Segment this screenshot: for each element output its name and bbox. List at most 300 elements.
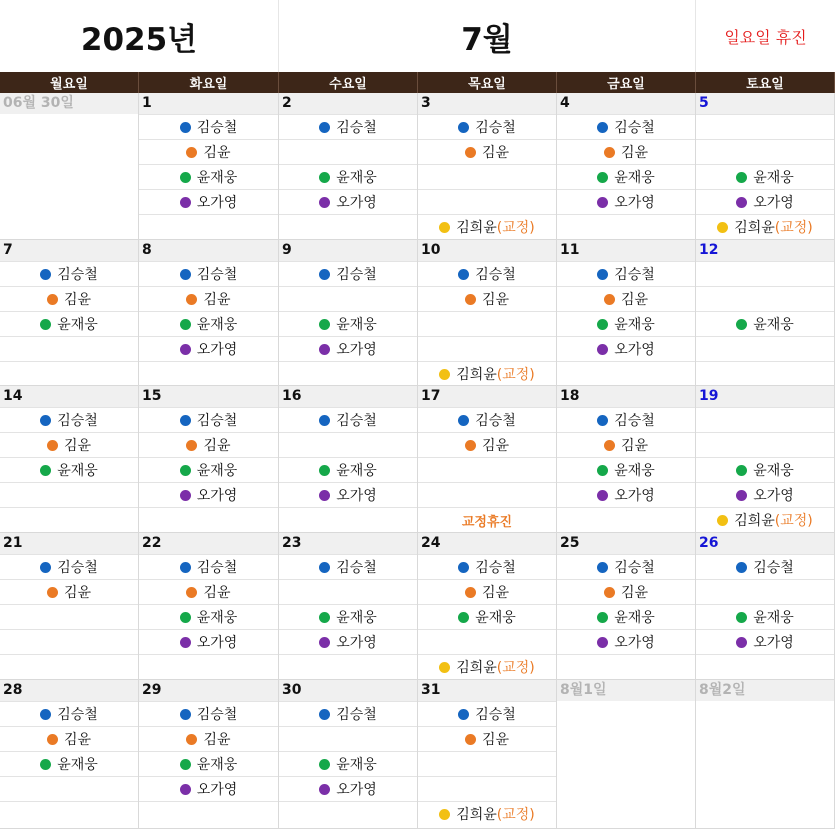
schedule-slot bbox=[696, 726, 834, 751]
schedule-slot bbox=[279, 361, 417, 386]
schedule-slot bbox=[139, 164, 278, 189]
staff-name: 윤재웅 bbox=[753, 463, 794, 479]
staff-color-dot bbox=[465, 734, 476, 745]
day-cell[interactable] bbox=[418, 240, 557, 386]
schedule-slot bbox=[557, 164, 695, 189]
day-cell[interactable] bbox=[557, 533, 696, 680]
staff-name: 김윤 bbox=[481, 292, 510, 308]
schedule-slot bbox=[139, 214, 278, 239]
schedule-slot bbox=[418, 261, 556, 286]
staff-name: 윤재웅 bbox=[57, 317, 98, 333]
schedule-slot bbox=[0, 554, 138, 579]
schedule-slot bbox=[557, 604, 695, 629]
staff-name: 김승철 bbox=[57, 267, 98, 283]
staff-color-dot bbox=[186, 440, 197, 451]
schedule-slot bbox=[696, 114, 834, 139]
schedule-slot bbox=[418, 801, 556, 826]
staff-color-dot bbox=[465, 294, 476, 305]
schedule-slot bbox=[139, 336, 278, 361]
schedule-slot bbox=[557, 579, 695, 604]
schedule-slot bbox=[279, 114, 417, 139]
staff-color-dot bbox=[439, 809, 450, 820]
orthodontic-tag: (교정) bbox=[496, 807, 535, 823]
day-number: 23 bbox=[279, 533, 417, 554]
staff-name: 오가영 bbox=[753, 488, 794, 504]
day-cell[interactable] bbox=[139, 240, 279, 386]
schedule-slot bbox=[0, 507, 138, 532]
staff-name: 김윤 bbox=[481, 145, 510, 161]
day-number: 8 bbox=[139, 240, 278, 261]
staff-name: 김승철 bbox=[196, 120, 238, 136]
staff-name: 김승철 bbox=[614, 413, 655, 429]
schedule-slot bbox=[418, 604, 556, 629]
schedule-slot bbox=[279, 654, 417, 679]
schedule-slot bbox=[418, 457, 556, 482]
day-cell[interactable] bbox=[418, 680, 557, 829]
staff-name: 김승철 bbox=[475, 413, 516, 429]
day-number: 16 bbox=[279, 386, 417, 407]
day-cell[interactable] bbox=[696, 93, 835, 240]
schedule-slot bbox=[418, 432, 556, 457]
staff-name: 윤재웅 bbox=[196, 463, 238, 479]
schedule-slot bbox=[0, 604, 138, 629]
schedule-slot bbox=[418, 482, 556, 507]
staff-color-dot bbox=[597, 122, 608, 133]
schedule-slot bbox=[696, 407, 834, 432]
staff-color-dot bbox=[47, 294, 58, 305]
schedule-slot bbox=[279, 336, 417, 361]
schedule-slot bbox=[418, 164, 556, 189]
schedule-slot bbox=[696, 139, 834, 164]
orthodontic-tag: (교정) bbox=[496, 220, 535, 236]
schedule-slot bbox=[279, 701, 417, 726]
staff-name: 오가영 bbox=[336, 635, 377, 651]
schedule-slot bbox=[139, 554, 278, 579]
schedule-slot bbox=[557, 407, 695, 432]
day-number: 5 bbox=[696, 93, 834, 114]
day-number: 2 bbox=[279, 93, 417, 114]
staff-color-dot bbox=[40, 465, 51, 476]
staff-color-dot bbox=[604, 147, 615, 158]
staff-color-dot bbox=[40, 319, 51, 330]
staff-color-dot bbox=[319, 784, 330, 795]
schedule-slot bbox=[279, 286, 417, 311]
staff-color-dot bbox=[47, 734, 58, 745]
staff-name: 김윤 bbox=[203, 585, 231, 601]
schedule-slot bbox=[279, 801, 417, 826]
day-cell[interactable] bbox=[696, 386, 835, 533]
schedule-slot bbox=[279, 214, 417, 239]
staff-name: 김윤 bbox=[620, 585, 649, 601]
staff-color-dot bbox=[597, 269, 608, 280]
day-cell[interactable] bbox=[0, 93, 139, 240]
staff-color-dot bbox=[180, 319, 191, 330]
staff-color-dot bbox=[186, 294, 197, 305]
schedule-slot bbox=[418, 311, 556, 336]
staff-name: 오가영 bbox=[614, 342, 655, 358]
staff-color-dot bbox=[736, 490, 747, 501]
schedule-slot bbox=[0, 801, 138, 826]
staff-name: 오가영 bbox=[336, 782, 377, 798]
schedule-slot bbox=[279, 482, 417, 507]
day-cell[interactable] bbox=[139, 93, 279, 240]
day-cell[interactable] bbox=[279, 240, 418, 386]
schedule-slot bbox=[418, 361, 556, 386]
staff-color-dot bbox=[597, 562, 608, 573]
schedule-slot bbox=[0, 701, 138, 726]
staff-color-dot bbox=[40, 562, 51, 573]
schedule-slot bbox=[0, 139, 138, 164]
schedule-slot bbox=[279, 407, 417, 432]
day-cell[interactable] bbox=[0, 680, 139, 829]
schedule-slot bbox=[696, 554, 834, 579]
day-number: 12 bbox=[696, 240, 834, 261]
staff-name: 김승철 bbox=[196, 560, 238, 576]
schedule-slot bbox=[139, 507, 278, 532]
staff-name: 김승철 bbox=[196, 267, 238, 283]
staff-name: 윤재웅 bbox=[614, 610, 655, 626]
staff-color-dot bbox=[597, 415, 608, 426]
schedule-slot bbox=[0, 114, 138, 139]
staff-color-dot bbox=[439, 222, 450, 233]
orthodontic-tag: (교정) bbox=[774, 220, 813, 236]
staff-color-dot bbox=[736, 319, 747, 330]
staff-name: 오가영 bbox=[614, 635, 655, 651]
schedule-slot bbox=[139, 114, 278, 139]
day-number: 10 bbox=[418, 240, 556, 261]
day-cell[interactable] bbox=[696, 240, 835, 386]
day-number: 3 bbox=[418, 93, 556, 114]
day-cell[interactable] bbox=[696, 533, 835, 680]
schedule-slot bbox=[139, 361, 278, 386]
schedule-slot bbox=[696, 432, 834, 457]
schedule-slot bbox=[418, 114, 556, 139]
staff-name: 윤재웅 bbox=[196, 317, 238, 333]
staff-name: 김윤 bbox=[481, 585, 510, 601]
staff-name: 김윤 bbox=[203, 292, 231, 308]
schedule-slot bbox=[696, 579, 834, 604]
staff-color-dot bbox=[717, 222, 728, 233]
staff-name: 김승철 bbox=[57, 707, 98, 723]
schedule-slot bbox=[139, 604, 278, 629]
weekday-header: 수요일 bbox=[279, 72, 418, 93]
staff-color-dot bbox=[180, 709, 191, 720]
schedule-slot bbox=[139, 482, 278, 507]
day-cell[interactable] bbox=[139, 680, 279, 829]
staff-name: 오가영 bbox=[336, 195, 377, 211]
schedule-slot bbox=[0, 654, 138, 679]
staff-name: 김승철 bbox=[336, 707, 377, 723]
staff-name: 오가영 bbox=[753, 635, 794, 651]
staff-color-dot bbox=[40, 759, 51, 770]
month-title: 7월 bbox=[279, 0, 696, 72]
schedule-slot bbox=[0, 726, 138, 751]
closed-notice: 일요일 휴진 bbox=[724, 27, 807, 47]
schedule-slot bbox=[0, 579, 138, 604]
schedule-slot bbox=[557, 189, 695, 214]
staff-name: 김승철 bbox=[336, 413, 377, 429]
day-number: 31 bbox=[418, 680, 556, 701]
day-number: 8월1일 bbox=[557, 680, 695, 701]
schedule-slot bbox=[0, 189, 138, 214]
schedule-slot bbox=[557, 139, 695, 164]
schedule-slot bbox=[418, 407, 556, 432]
schedule-slot bbox=[557, 507, 695, 532]
day-number: 4 bbox=[557, 93, 695, 114]
day-number: 25 bbox=[557, 533, 695, 554]
calendar-grid bbox=[0, 93, 835, 829]
staff-name: 김승철 bbox=[614, 560, 655, 576]
staff-name: 김승철 bbox=[475, 267, 516, 283]
day-number: 7 bbox=[0, 240, 138, 261]
schedule-slot bbox=[696, 457, 834, 482]
schedule-slot bbox=[139, 311, 278, 336]
schedule-slot bbox=[418, 701, 556, 726]
day-cell[interactable] bbox=[418, 93, 557, 240]
staff-color-dot bbox=[736, 612, 747, 623]
schedule-slot bbox=[0, 482, 138, 507]
schedule-slot bbox=[0, 286, 138, 311]
orthodontic-tag: (교정) bbox=[496, 367, 535, 383]
schedule-slot bbox=[279, 457, 417, 482]
schedule-slot bbox=[418, 726, 556, 751]
schedule-slot bbox=[0, 361, 138, 386]
staff-color-dot bbox=[180, 197, 191, 208]
staff-color-dot bbox=[180, 562, 191, 573]
staff-color-dot bbox=[186, 587, 197, 598]
staff-name: 김윤 bbox=[481, 438, 510, 454]
schedule-slot bbox=[696, 801, 834, 826]
staff-name: 김희윤(교정) bbox=[456, 660, 535, 676]
staff-color-dot bbox=[597, 172, 608, 183]
schedule-slot bbox=[418, 554, 556, 579]
schedule-slot bbox=[418, 654, 556, 679]
day-number: 06월 30일 bbox=[0, 93, 138, 114]
staff-color-dot bbox=[736, 465, 747, 476]
staff-name: 오가영 bbox=[336, 342, 377, 358]
schedule-slot bbox=[696, 776, 834, 801]
schedule-slot bbox=[139, 579, 278, 604]
day-cell[interactable] bbox=[279, 386, 418, 533]
staff-name: 윤재웅 bbox=[475, 610, 516, 626]
staff-color-dot bbox=[465, 440, 476, 451]
weekday-header: 금요일 bbox=[557, 72, 696, 93]
schedule-slot bbox=[279, 189, 417, 214]
staff-color-dot bbox=[319, 344, 330, 355]
day-cell[interactable] bbox=[557, 240, 696, 386]
staff-color-dot bbox=[597, 637, 608, 648]
schedule-slot bbox=[279, 507, 417, 532]
schedule-slot bbox=[418, 139, 556, 164]
schedule-slot bbox=[279, 629, 417, 654]
closed-note: 교정휴진 bbox=[461, 514, 513, 530]
staff-name: 김승철 bbox=[614, 120, 655, 136]
staff-name: 김윤 bbox=[203, 732, 231, 748]
schedule-slot bbox=[0, 261, 138, 286]
staff-color-dot bbox=[597, 197, 608, 208]
day-cell[interactable] bbox=[0, 386, 139, 533]
schedule-slot bbox=[696, 361, 834, 386]
weekday-header: 목요일 bbox=[418, 72, 557, 93]
schedule-slot bbox=[279, 751, 417, 776]
staff-color-dot bbox=[736, 637, 747, 648]
schedule-slot bbox=[557, 776, 695, 801]
staff-name: 김승철 bbox=[336, 120, 377, 136]
day-number: 1 bbox=[139, 93, 278, 114]
staff-name: 김승철 bbox=[336, 267, 377, 283]
schedule-slot bbox=[696, 507, 834, 532]
day-cell[interactable] bbox=[418, 533, 557, 680]
day-number: 11 bbox=[557, 240, 695, 261]
weekday-header: 토요일 bbox=[696, 72, 835, 93]
day-cell[interactable] bbox=[279, 533, 418, 680]
schedule-slot bbox=[0, 776, 138, 801]
staff-name: 김윤 bbox=[620, 438, 649, 454]
staff-name: 윤재웅 bbox=[336, 170, 377, 186]
weekday-header: 월요일 bbox=[0, 72, 139, 93]
staff-name: 윤재웅 bbox=[196, 757, 238, 773]
staff-name: 윤재웅 bbox=[753, 610, 794, 626]
staff-color-dot bbox=[180, 465, 191, 476]
staff-color-dot bbox=[458, 122, 469, 133]
schedule-slot bbox=[0, 751, 138, 776]
schedule-slot bbox=[139, 629, 278, 654]
schedule-slot bbox=[139, 189, 278, 214]
schedule-slot bbox=[0, 629, 138, 654]
schedule-slot bbox=[696, 629, 834, 654]
schedule-slot bbox=[139, 286, 278, 311]
weekday-header-bar bbox=[0, 72, 835, 93]
staff-color-dot bbox=[597, 612, 608, 623]
staff-name: 김윤 bbox=[63, 585, 92, 601]
staff-color-dot bbox=[458, 415, 469, 426]
day-cell[interactable] bbox=[696, 680, 835, 829]
schedule-slot bbox=[557, 701, 695, 726]
staff-color-dot bbox=[319, 197, 330, 208]
staff-color-dot bbox=[439, 662, 450, 673]
staff-name: 김승철 bbox=[475, 707, 516, 723]
day-cell[interactable] bbox=[279, 680, 418, 829]
staff-color-dot bbox=[458, 562, 469, 573]
schedule-slot bbox=[557, 482, 695, 507]
staff-color-dot bbox=[597, 344, 608, 355]
staff-color-dot bbox=[180, 122, 191, 133]
staff-color-dot bbox=[597, 465, 608, 476]
staff-name: 김승철 bbox=[57, 560, 98, 576]
staff-name: 김희윤(교정) bbox=[734, 220, 813, 236]
day-cell[interactable] bbox=[0, 533, 139, 680]
staff-name: 오가영 bbox=[614, 195, 655, 211]
schedule-slot bbox=[557, 336, 695, 361]
schedule-slot bbox=[0, 311, 138, 336]
schedule-slot bbox=[139, 139, 278, 164]
staff-color-dot bbox=[40, 709, 51, 720]
staff-color-dot bbox=[319, 269, 330, 280]
staff-name: 김승철 bbox=[475, 560, 516, 576]
orthodontic-tag: (교정) bbox=[496, 660, 535, 676]
staff-color-dot bbox=[180, 612, 191, 623]
day-number: 17 bbox=[418, 386, 556, 407]
schedule-slot bbox=[279, 261, 417, 286]
schedule-slot bbox=[696, 654, 834, 679]
schedule-slot bbox=[139, 801, 278, 826]
schedule-slot bbox=[418, 579, 556, 604]
schedule-slot bbox=[0, 432, 138, 457]
staff-color-dot bbox=[186, 734, 197, 745]
schedule-slot bbox=[557, 629, 695, 654]
year-title: 2025년 bbox=[0, 0, 279, 72]
day-cell[interactable] bbox=[557, 93, 696, 240]
day-number: 28 bbox=[0, 680, 138, 701]
schedule-slot bbox=[557, 214, 695, 239]
schedule-slot bbox=[418, 629, 556, 654]
day-cell[interactable] bbox=[557, 386, 696, 533]
staff-color-dot bbox=[180, 637, 191, 648]
day-number: 30 bbox=[279, 680, 417, 701]
staff-name: 오가영 bbox=[614, 488, 655, 504]
staff-name: 김희윤(교정) bbox=[456, 367, 535, 383]
schedule-slot bbox=[557, 801, 695, 826]
day-cell[interactable] bbox=[557, 680, 696, 829]
staff-color-dot bbox=[40, 415, 51, 426]
staff-name: 윤재웅 bbox=[57, 757, 98, 773]
schedule-slot bbox=[557, 286, 695, 311]
staff-color-dot bbox=[186, 147, 197, 158]
staff-name: 윤재웅 bbox=[196, 610, 238, 626]
schedule-slot bbox=[418, 189, 556, 214]
day-number: 22 bbox=[139, 533, 278, 554]
staff-name: 윤재웅 bbox=[614, 317, 655, 333]
schedule-slot bbox=[279, 776, 417, 801]
day-cell[interactable] bbox=[139, 386, 279, 533]
staff-name: 윤재웅 bbox=[336, 610, 377, 626]
staff-name: 김승철 bbox=[196, 707, 238, 723]
staff-name: 김윤 bbox=[63, 292, 92, 308]
staff-name: 윤재웅 bbox=[753, 317, 794, 333]
schedule-slot bbox=[696, 482, 834, 507]
schedule-slot bbox=[557, 554, 695, 579]
staff-color-dot bbox=[736, 172, 747, 183]
staff-color-dot bbox=[319, 465, 330, 476]
staff-name: 김승철 bbox=[336, 560, 377, 576]
day-number: 9 bbox=[279, 240, 417, 261]
staff-color-dot bbox=[319, 319, 330, 330]
schedule-slot bbox=[696, 164, 834, 189]
day-number: 26 bbox=[696, 533, 834, 554]
day-cell[interactable] bbox=[0, 240, 139, 386]
day-number: 29 bbox=[139, 680, 278, 701]
staff-name: 김윤 bbox=[203, 438, 231, 454]
schedule-slot bbox=[279, 604, 417, 629]
schedule-slot bbox=[279, 139, 417, 164]
staff-name: 김희윤(교정) bbox=[456, 220, 535, 236]
staff-color-dot bbox=[180, 784, 191, 795]
staff-color-dot bbox=[604, 294, 615, 305]
schedule-slot bbox=[0, 336, 138, 361]
staff-color-dot bbox=[604, 440, 615, 451]
schedule-slot bbox=[279, 554, 417, 579]
schedule-slot bbox=[0, 164, 138, 189]
staff-color-dot bbox=[717, 515, 728, 526]
day-cell[interactable] bbox=[139, 533, 279, 680]
staff-name: 윤재웅 bbox=[57, 463, 98, 479]
staff-name: 윤재웅 bbox=[336, 757, 377, 773]
schedule-slot bbox=[418, 776, 556, 801]
schedule-slot bbox=[139, 432, 278, 457]
day-cell[interactable] bbox=[418, 386, 557, 533]
staff-color-dot bbox=[319, 637, 330, 648]
day-cell[interactable] bbox=[279, 93, 418, 240]
